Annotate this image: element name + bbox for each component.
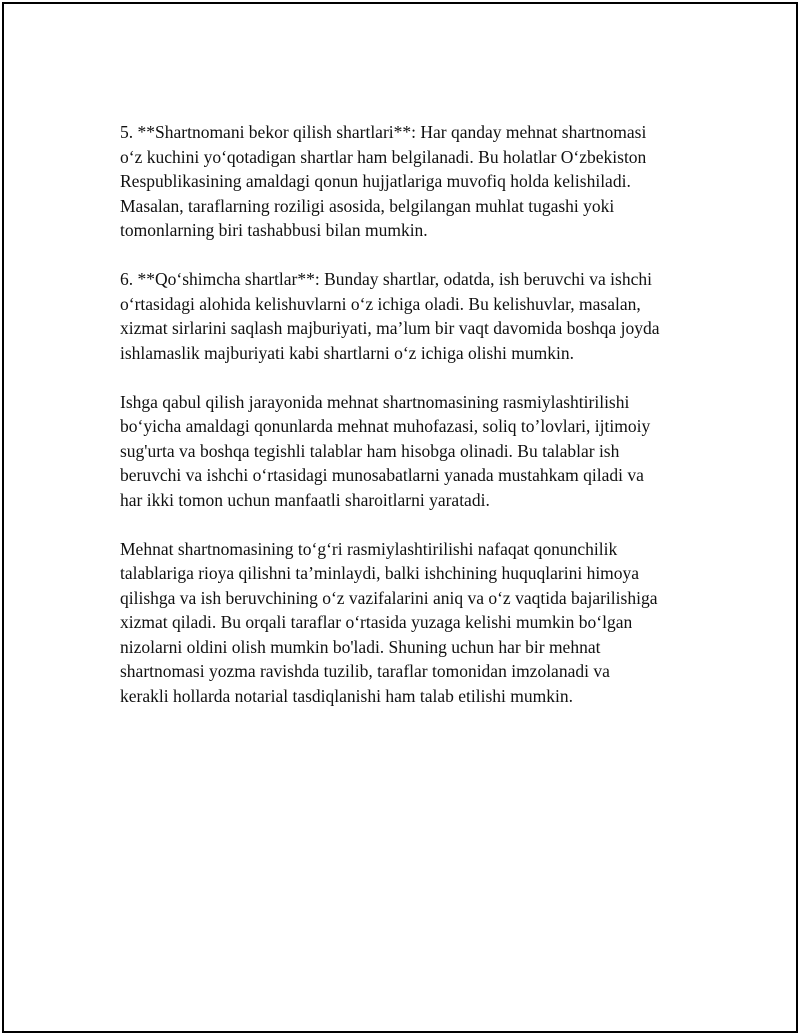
text-line: 6. **Qo‘shimcha shartlar**: Bunday shartlar, odatda, ish beruvchi va ishchi bbox=[120, 269, 652, 289]
text-line: ishlamaslik majburiyati kabi shartlarni o‘z ichiga olishi mumkin. bbox=[120, 342, 574, 363]
text-line: 5. **Shartnomani bekor qilish shartlari**: Har qanday mehnat shartnomasi bbox=[120, 122, 647, 142]
text-line: Ishga qabul qilish jarayonida mehnat shartnomasining rasmiylashtirilishi bbox=[120, 391, 630, 412]
paragraph-termination-conditions bbox=[120, 120, 690, 243]
text-line: Masalan, taraflarning roziligi asosida, belgilangan muhlat tugashi yoki bbox=[120, 195, 615, 216]
paragraph-additional-conditions bbox=[120, 267, 690, 365]
text-line: xizmat sirlarini saqlash majburiyati, ma’lum bir vaqt davomida boshqa joyda bbox=[120, 318, 660, 338]
text-line: tomonlarning biri tashabbusi bilan mumkin. bbox=[120, 220, 428, 240]
text-line: sug'urta va boshqa tegishli talablar ham hisobga olinadi. Bu talablar ish bbox=[120, 440, 620, 461]
text-line: bo‘yicha amaldagi qonunlarda mehnat muhofazasi, soliq to’lovlari, ijtimoiy bbox=[120, 416, 651, 436]
paragraph-hiring-requirements bbox=[120, 390, 690, 513]
text-line: talablariga rioya qilishni ta’minlaydi, balki ishchining huquqlarini himoya bbox=[120, 563, 640, 583]
text-line: kerakli hollarda notarial tasdiqlanishi ham talab etilishi mumkin. bbox=[120, 685, 573, 706]
paragraph-proper-formalization bbox=[120, 537, 690, 709]
text-line: nizolarni oldini olish mumkin bo'ladi. Shuning uchun har bir mehnat bbox=[120, 636, 601, 657]
text-line: beruvchi va ishchi o‘rtasidagi munosabatlarni yanada mustahkam qiladi va bbox=[120, 465, 644, 485]
text-line: xizmat qiladi. Bu orqali taraflar o‘rtasida yuzaga kelishi mumkin bo‘lgan bbox=[120, 612, 633, 632]
text-line: o‘z kuchini yo‘qotadigan shartlar ham belgilanadi. Bu holatlar O‘zbekiston bbox=[120, 146, 647, 167]
text-line: qilishga va ish beruvchining o‘z vazifalarini aniq va o‘z vaqtida bajarilishiga bbox=[120, 587, 658, 608]
document-body bbox=[120, 120, 690, 733]
document-page bbox=[2, 2, 798, 1033]
text-line: shartnomasi yozma ravishda tuzilib, taraflar tomonidan imzolanadi va bbox=[120, 661, 610, 681]
text-line: Mehnat shartnomasining to‘g‘ri rasmiylashtirilishi nafaqat qonunchilik bbox=[120, 538, 618, 559]
text-line: o‘rtasidagi alohida kelishuvlarni o‘z ichiga oladi. Bu kelishuvlar, masalan, bbox=[120, 293, 641, 314]
text-line: Respublikasining amaldagi qonun hujjatlariga muvofiq holda kelishiladi. bbox=[120, 171, 631, 191]
text-line: har ikki tomon uchun manfaatli sharoitlarni yaratadi. bbox=[120, 489, 490, 510]
